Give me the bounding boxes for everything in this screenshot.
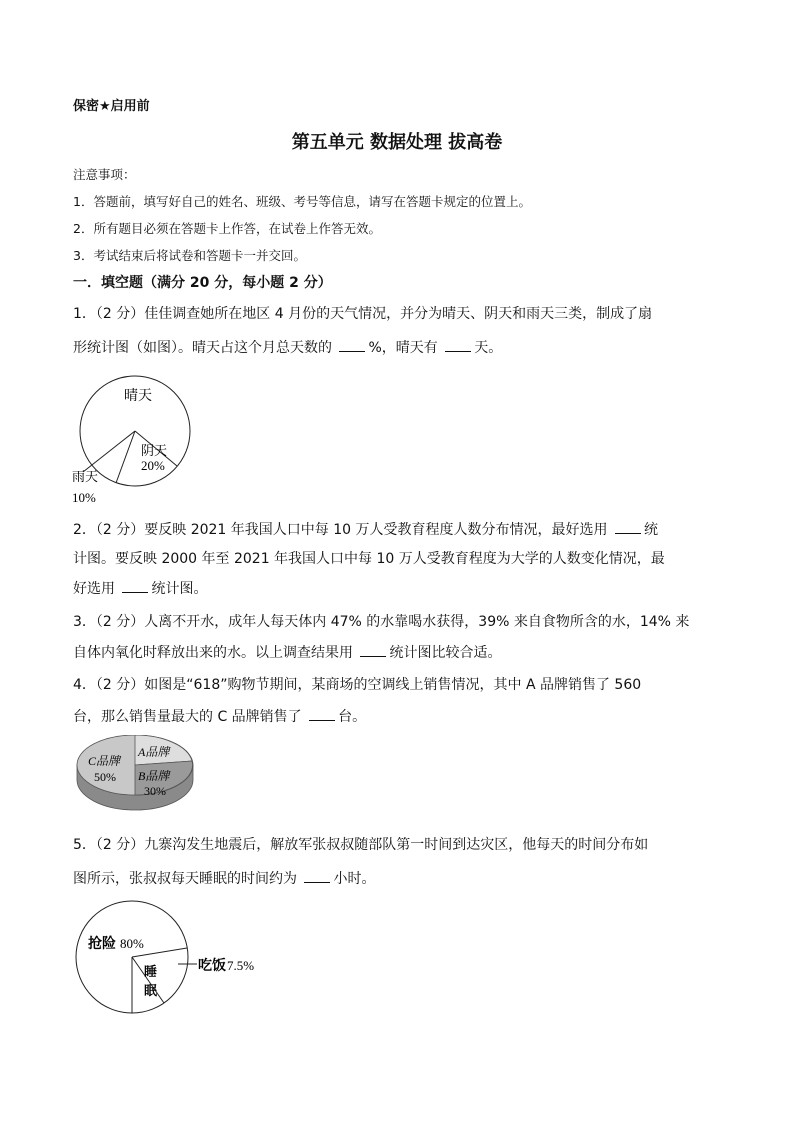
q2-line <box>73 519 658 540</box>
q3-line <box>73 642 501 663</box>
label-b-pct: 30% <box>144 784 166 798</box>
label-eat-pct: 7.5% <box>227 958 255 973</box>
q1-line <box>73 337 502 358</box>
label-cloudy-pct: 20% <box>141 458 165 473</box>
q2-text: 统计图。 <box>151 581 208 597</box>
section-title: 一．填空题（满分 20 分，每小题 2 分） <box>73 275 332 291</box>
q4-line: 4．（2 分）如图是“618”购物节期间，某商场的空调线上销售情况，其中 A 品牌销售了 560 <box>73 677 642 693</box>
q1-text: 形统计图（如图）。晴天占这个月总天数的 <box>73 340 337 356</box>
time-pie-chart <box>70 898 270 1022</box>
label-rain-pct: 10% <box>72 490 96 505</box>
q1-line: 1．（2 分）佳佳调查她所在地区 4 月份的天气情况，并分为晴天、阴天和雨天三类，制成了扇 <box>73 306 653 322</box>
label-sleep: 眠 <box>144 983 158 998</box>
q5-text: 图所示，张叔叔每天睡眠的时间约为 <box>73 871 302 887</box>
confidential-mark: 保密★启用前 <box>73 99 150 114</box>
answer-blank[interactable] <box>360 642 386 657</box>
label-sunny: 晴天 <box>124 389 152 404</box>
q1-text: 天。 <box>474 340 503 356</box>
label-b: B品牌 <box>138 769 170 783</box>
q3-line: 3．（2 分）人离不开水，成年人每天体内 47% 的水靠喝水获得，39% 来自食物所含的水，14% 来 <box>73 614 690 630</box>
answer-blank[interactable] <box>339 337 365 352</box>
label-c-pct: 50% <box>94 770 116 784</box>
label-sleep: 睡 <box>144 964 158 979</box>
q5-text: 小时。 <box>333 871 376 887</box>
label-eat: 吃饭 <box>198 959 226 974</box>
notice-item: 2．所有题目必须在答题卡上作答，在试卷上作答无效。 <box>73 221 381 236</box>
label-rescue-pct: 80% <box>120 936 144 951</box>
q2-text: 2．（2 分）要反映 2021 年我国人口中每 10 万人受教育程度人数分布情况，最好选用 <box>73 522 612 538</box>
notice-item: 3．考试结束后将试卷和答题卡一并交回。 <box>73 248 306 263</box>
answer-blank[interactable] <box>309 706 335 721</box>
q5-line <box>73 868 375 889</box>
weather-pie-chart <box>68 370 208 510</box>
q2-line <box>73 578 207 599</box>
label-cloudy: 阴天 <box>141 443 168 458</box>
q3-text: 统计图比较合适。 <box>389 645 502 661</box>
notice-item: 1．答题前，填写好自己的姓名、班级、考号等信息，请写在答题卡规定的位置上。 <box>73 194 531 209</box>
q2-text: 统 <box>643 522 658 538</box>
q4-text: 台，那么销售量最大的 C 品牌销售了 <box>73 709 307 725</box>
notice-heading: 注意事项： <box>73 167 136 182</box>
q5-line: 5．（2 分）九寨沟发生地震后，解放军张叔叔随部队第一时间到达灾区，他每天的时间分布如 <box>73 837 649 853</box>
answer-blank[interactable] <box>445 337 471 352</box>
page-title: 第五单元 数据处理 拔高卷 <box>291 132 503 153</box>
q1-text: %，晴天有 <box>368 340 443 356</box>
brand-pie-chart <box>74 735 199 815</box>
label-rain: 雨天 <box>72 469 99 484</box>
answer-blank[interactable] <box>615 519 641 534</box>
q2-line: 计图。要反映 2000 年至 2021 年我国人口中每 10 万人受教育程度为大学的人数变化情况，最 <box>73 551 665 567</box>
label-c: C品牌 <box>88 754 121 768</box>
label-a: A品牌 <box>138 745 170 759</box>
label-rescue: 抢险 <box>88 937 116 952</box>
q4-line <box>73 706 366 727</box>
answer-blank[interactable] <box>304 868 330 883</box>
q2-text: 好选用 <box>73 581 120 597</box>
q3-text: 自体内氧化时释放出来的水。以上调查结果用 <box>73 645 358 661</box>
q4-text: 台。 <box>338 709 367 725</box>
answer-blank[interactable] <box>122 578 148 593</box>
